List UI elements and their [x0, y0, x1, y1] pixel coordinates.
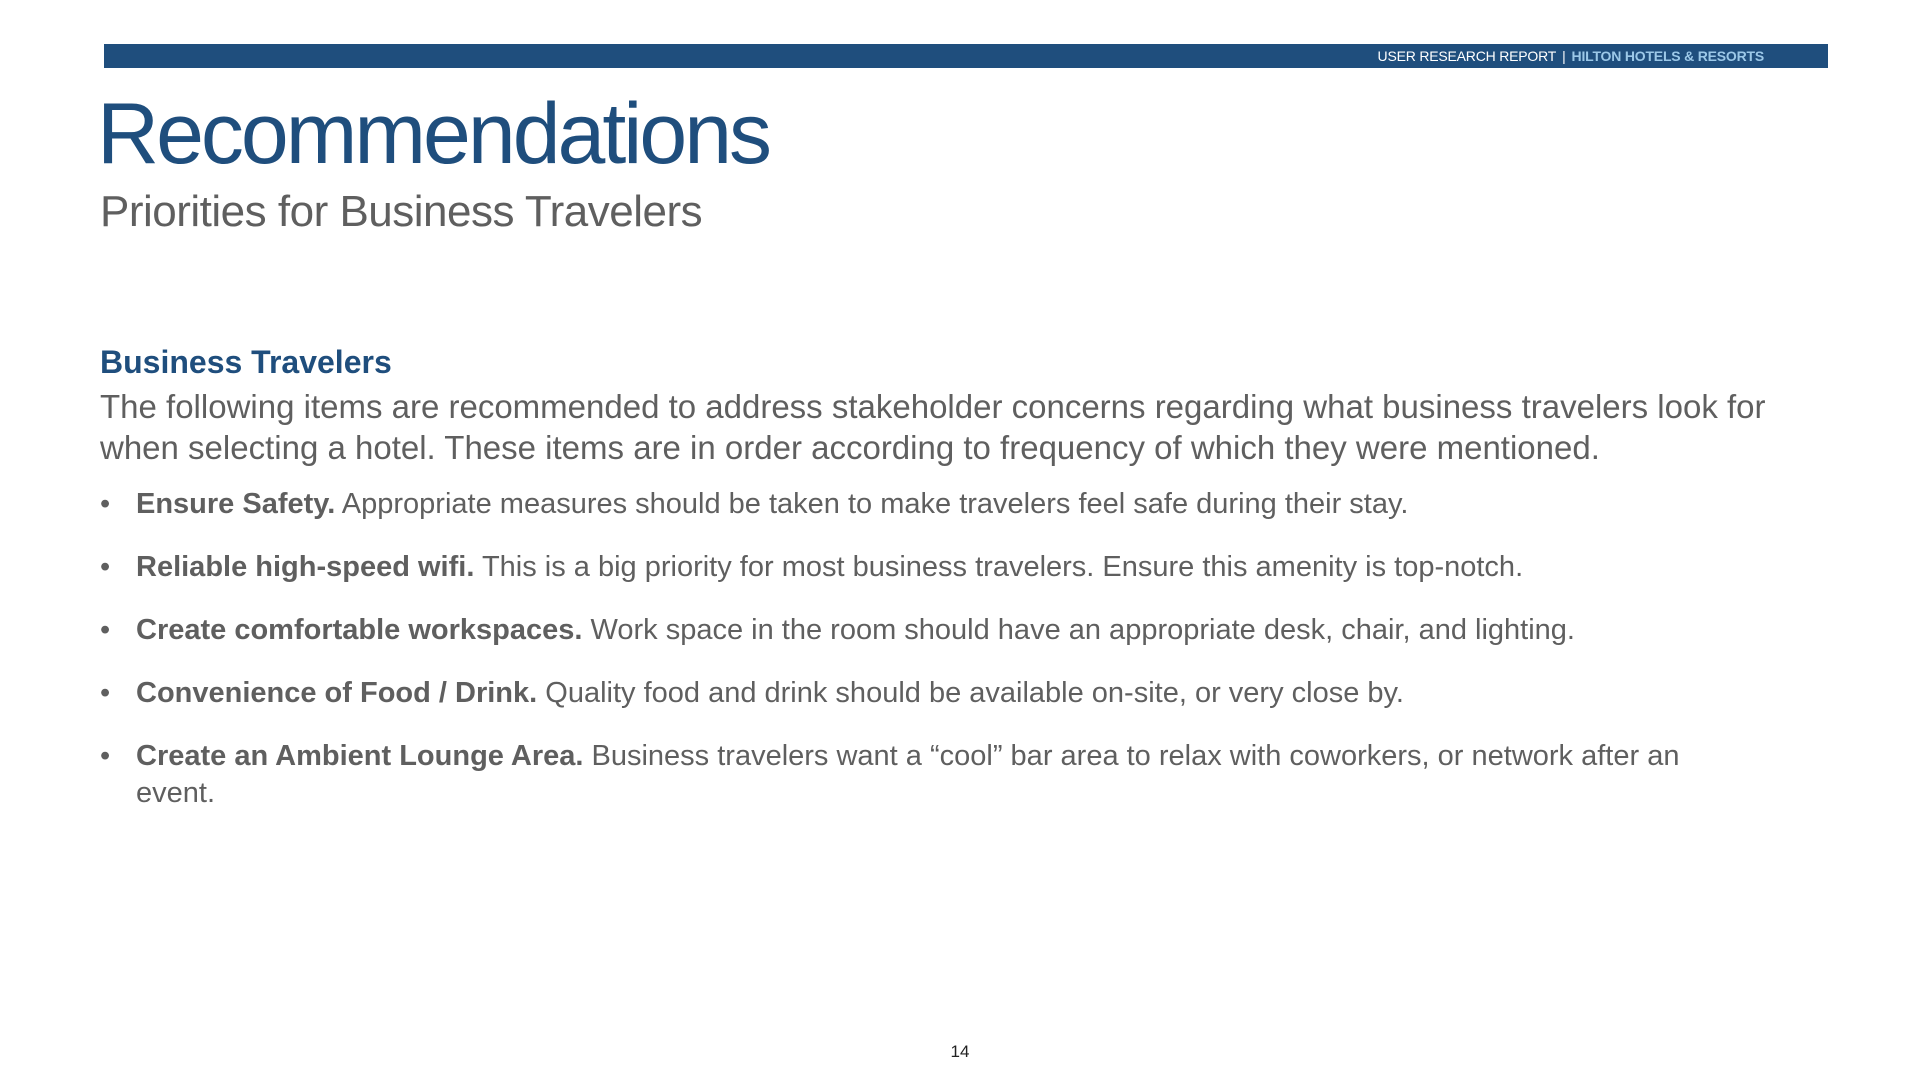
list-item [100, 486, 1720, 523]
recommendation-text: Work space in the room should have an appropriate desk, chair, and lighting. [590, 614, 1575, 646]
bullet-icon: • [100, 740, 111, 772]
list-item [100, 549, 1720, 586]
bullet-icon: • [100, 614, 111, 646]
brand-name: HILTON HOTELS & RESORTS [1571, 48, 1764, 64]
recommendation-text: Appropriate measures should be taken to make travelers feel safe during their stay. [341, 488, 1409, 520]
recommendation-title: Create an Ambient Lounge Area. [136, 740, 584, 772]
section-heading: Business Travelers [100, 344, 392, 380]
recommendation-title: Ensure Safety. [136, 488, 336, 520]
business-travelers-section [100, 342, 1840, 838]
recommendation-text: This is a big priority for most business travelers. Ensure this amenity is top-notch. [481, 551, 1524, 583]
bullet-icon: • [100, 551, 111, 583]
recommendation-list [100, 486, 1720, 812]
header-label [1378, 44, 1764, 68]
list-item [100, 675, 1720, 712]
header-bar [104, 44, 1828, 68]
page-number: 14 [950, 1042, 970, 1061]
bullet-icon: • [100, 488, 111, 520]
recommendation-title: Convenience of Food / Drink. [136, 677, 538, 709]
bullet-icon: • [100, 677, 111, 709]
header-separator: | [1562, 48, 1566, 64]
section-intro: The following items are recommended to address stakeholder concerns regarding what business travelers look for when selecting a hotel. These items are in order according to frequency of which they were mentioned. [100, 388, 1766, 466]
recommendation-title: Reliable high-speed wifi. [136, 551, 475, 583]
list-item [100, 738, 1720, 812]
list-item [100, 612, 1720, 649]
page-subtitle: Priorities for Business Travelers [100, 187, 703, 236]
recommendation-title: Create comfortable workspaces. [136, 614, 583, 646]
report-label: USER RESEARCH REPORT [1377, 48, 1557, 64]
recommendation-text: Quality food and drink should be available on-site, or very close by. [545, 677, 1404, 709]
recommendation-text: Business travelers want a “cool” bar area to relax with coworkers, or network after an event. [136, 740, 1680, 809]
page-title: Recommendations [97, 86, 770, 182]
